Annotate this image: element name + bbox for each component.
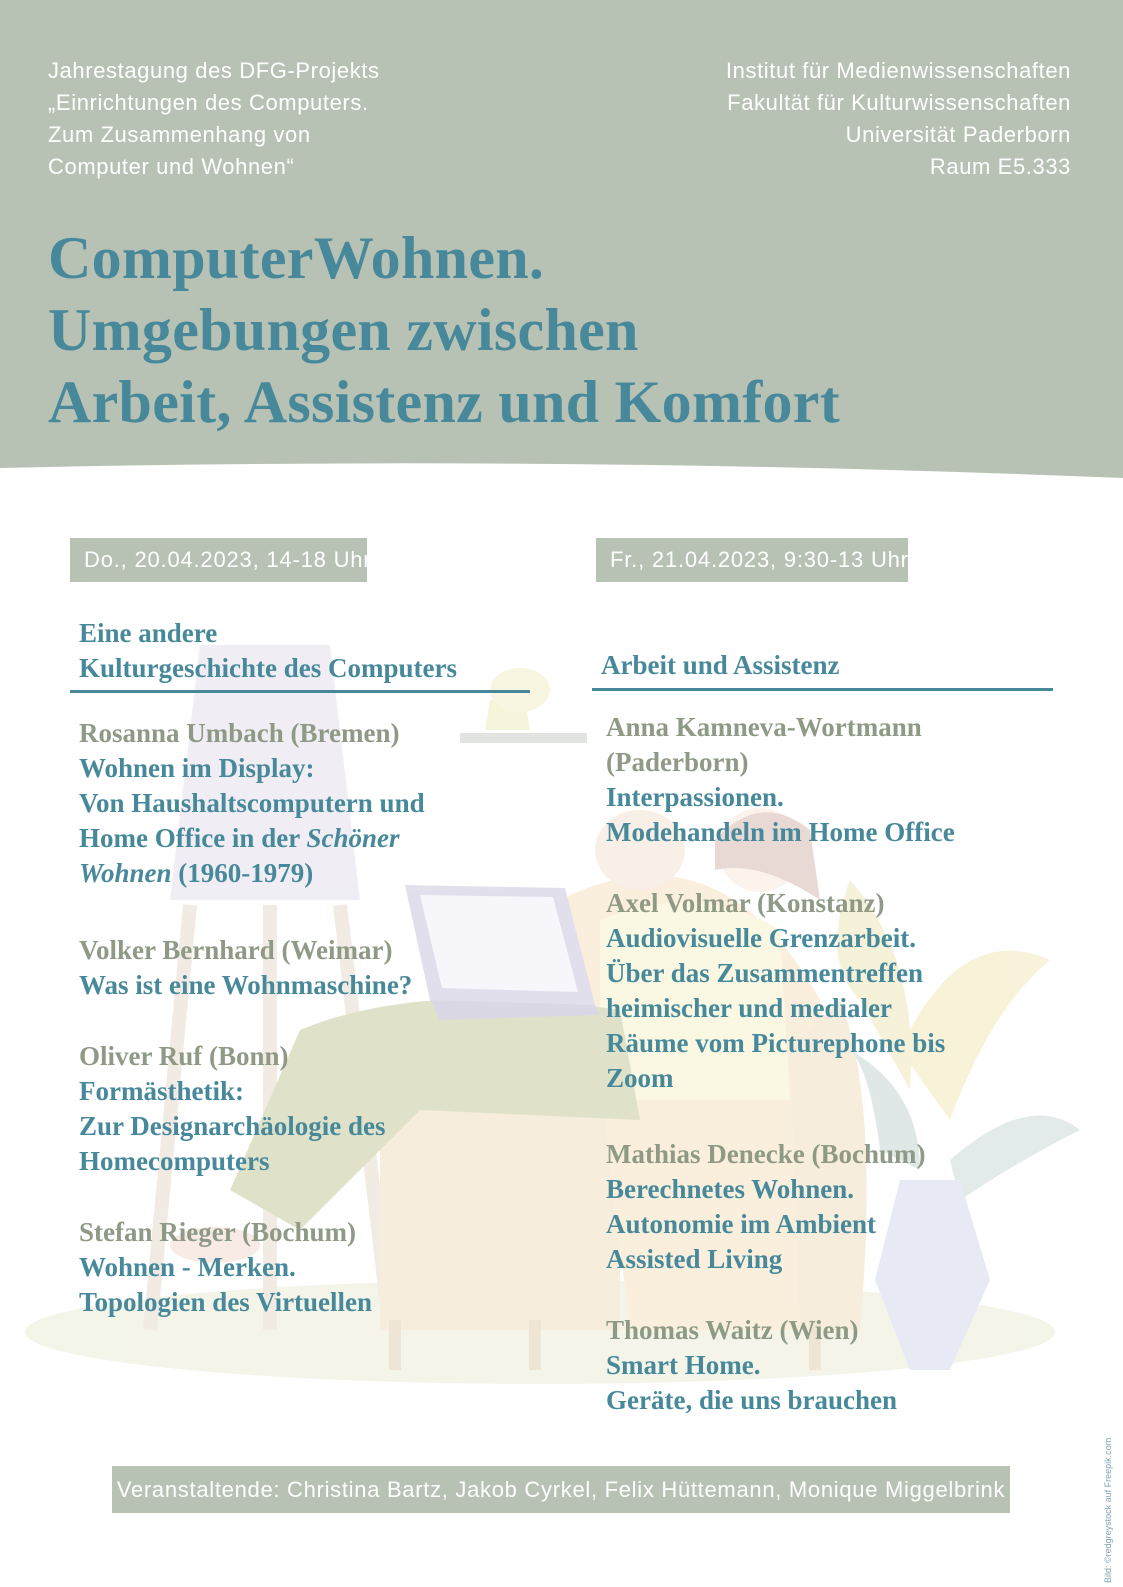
page-title (48, 222, 840, 438)
speaker-name: Rosanna Umbach (Bremen) (79, 718, 400, 748)
speaker-name: Axel Volmar (Konstanz) (606, 888, 885, 918)
talk-title-line: Topologien des Virtuellen (79, 1287, 373, 1317)
project-line: Zum Zusammenhang von (48, 122, 311, 147)
section-divider (592, 688, 1053, 691)
talk-title-line: Wohnen - Merken. (79, 1252, 296, 1282)
venue-details (726, 55, 1071, 183)
talk-title-line: Homecomputers (79, 1146, 270, 1176)
talk-title-line (79, 856, 425, 891)
talk-title-line: Zur Designarchäologie des (79, 1111, 386, 1141)
faculty-line: Fakultät für Kulturwissenschaften (727, 90, 1071, 115)
magazine-title: Wohnen (79, 858, 172, 888)
talk-title-line: Autonomie im Ambient (606, 1209, 876, 1239)
talk-title-line: Über das Zusammentreffen (606, 958, 923, 988)
title-line: Arbeit, Assistenz und Komfort (48, 369, 841, 435)
talk-title-line: Was ist eine Wohnmaschine? (79, 970, 413, 1000)
talk-title-line: Berechnetes Wohnen. (606, 1174, 855, 1204)
image-credit: Bild: ©redgreystock auf Freepik.com (1103, 1437, 1113, 1583)
section-title-line: Eine andere (79, 618, 218, 648)
section-title-day2: Arbeit und Assistenz (601, 650, 840, 680)
talk-title-line: Modehandeln im Home Office (606, 817, 955, 847)
talk-entry (606, 710, 955, 850)
wall-shelf (460, 733, 587, 743)
date-badge-day1: Do., 20.04.2023, 14-18 Uhr (70, 538, 367, 582)
talk-entry (79, 1215, 372, 1320)
section-title-day1 (79, 616, 457, 686)
talk-title-line: Von Haushaltscomputern und (79, 788, 425, 818)
talk-title-line: Assisted Living (606, 1244, 783, 1274)
talk-title-text: Home Office in der (79, 823, 307, 853)
date-badge-day2: Fr., 21.04.2023, 9:30-13 Uhr (596, 538, 908, 582)
talk-title-line: Wohnen im Display: (79, 753, 315, 783)
talk-title-line: heimischer und medialer (606, 993, 892, 1023)
project-line: Jahrestagung des DFG-Projekts (48, 58, 380, 83)
title-line: Umgebungen zwischen (48, 297, 639, 363)
section-divider (70, 690, 530, 693)
talk-entry (606, 1313, 897, 1418)
project-line: Computer und Wohnen“ (48, 154, 295, 179)
university-line: Universität Paderborn (845, 122, 1071, 147)
talk-entry (79, 716, 425, 891)
talk-title-line (79, 821, 425, 856)
institute-line: Institut für Medienwissenschaften (725, 58, 1071, 83)
talk-title-line: Zoom (606, 1063, 674, 1093)
speaker-name: Mathias Denecke (Bochum) (606, 1139, 926, 1169)
title-line: ComputerWohnen. (48, 225, 545, 291)
talk-title-line: Smart Home. (606, 1350, 761, 1380)
speaker-name: Volker Bernhard (Weimar) (79, 935, 393, 965)
organizers-bar: Veranstaltende: Christina Bartz, Jakob Cyrkel, Felix Hüttemann, Monique Miggelbrink (112, 1466, 1010, 1513)
talk-title-line: Interpassionen. (606, 782, 784, 812)
talk-title-line: Räume vom Picturephone bis (606, 1028, 946, 1058)
speaker-name: Thomas Waitz (Wien) (606, 1315, 859, 1345)
room-line: Raum E5.333 (929, 154, 1071, 179)
section-title-line: Kulturgeschichte des Computers (79, 653, 457, 683)
speaker-name: Stefan Rieger (Bochum) (79, 1217, 356, 1247)
talk-entry (606, 886, 945, 1096)
project-line: „Einrichtungen des Computers. (48, 90, 369, 115)
talk-title-line: Audiovisuelle Grenzarbeit. (606, 923, 916, 953)
magazine-title: Schöner (306, 823, 400, 853)
talk-entry (79, 1039, 386, 1179)
speaker-name: Anna Kamneva-Wortmann (606, 712, 922, 742)
talk-title-text: (1960-1979) (171, 858, 314, 888)
talk-title-line: Geräte, die uns brauchen (606, 1385, 898, 1415)
project-description (48, 55, 380, 183)
talk-entry (79, 933, 412, 1003)
speaker-name: Oliver Ruf (Bonn) (79, 1041, 289, 1071)
talk-entry (606, 1137, 925, 1277)
talk-title-line: Formästhetik: (79, 1076, 244, 1106)
speaker-affiliation: (Paderborn) (606, 747, 749, 777)
